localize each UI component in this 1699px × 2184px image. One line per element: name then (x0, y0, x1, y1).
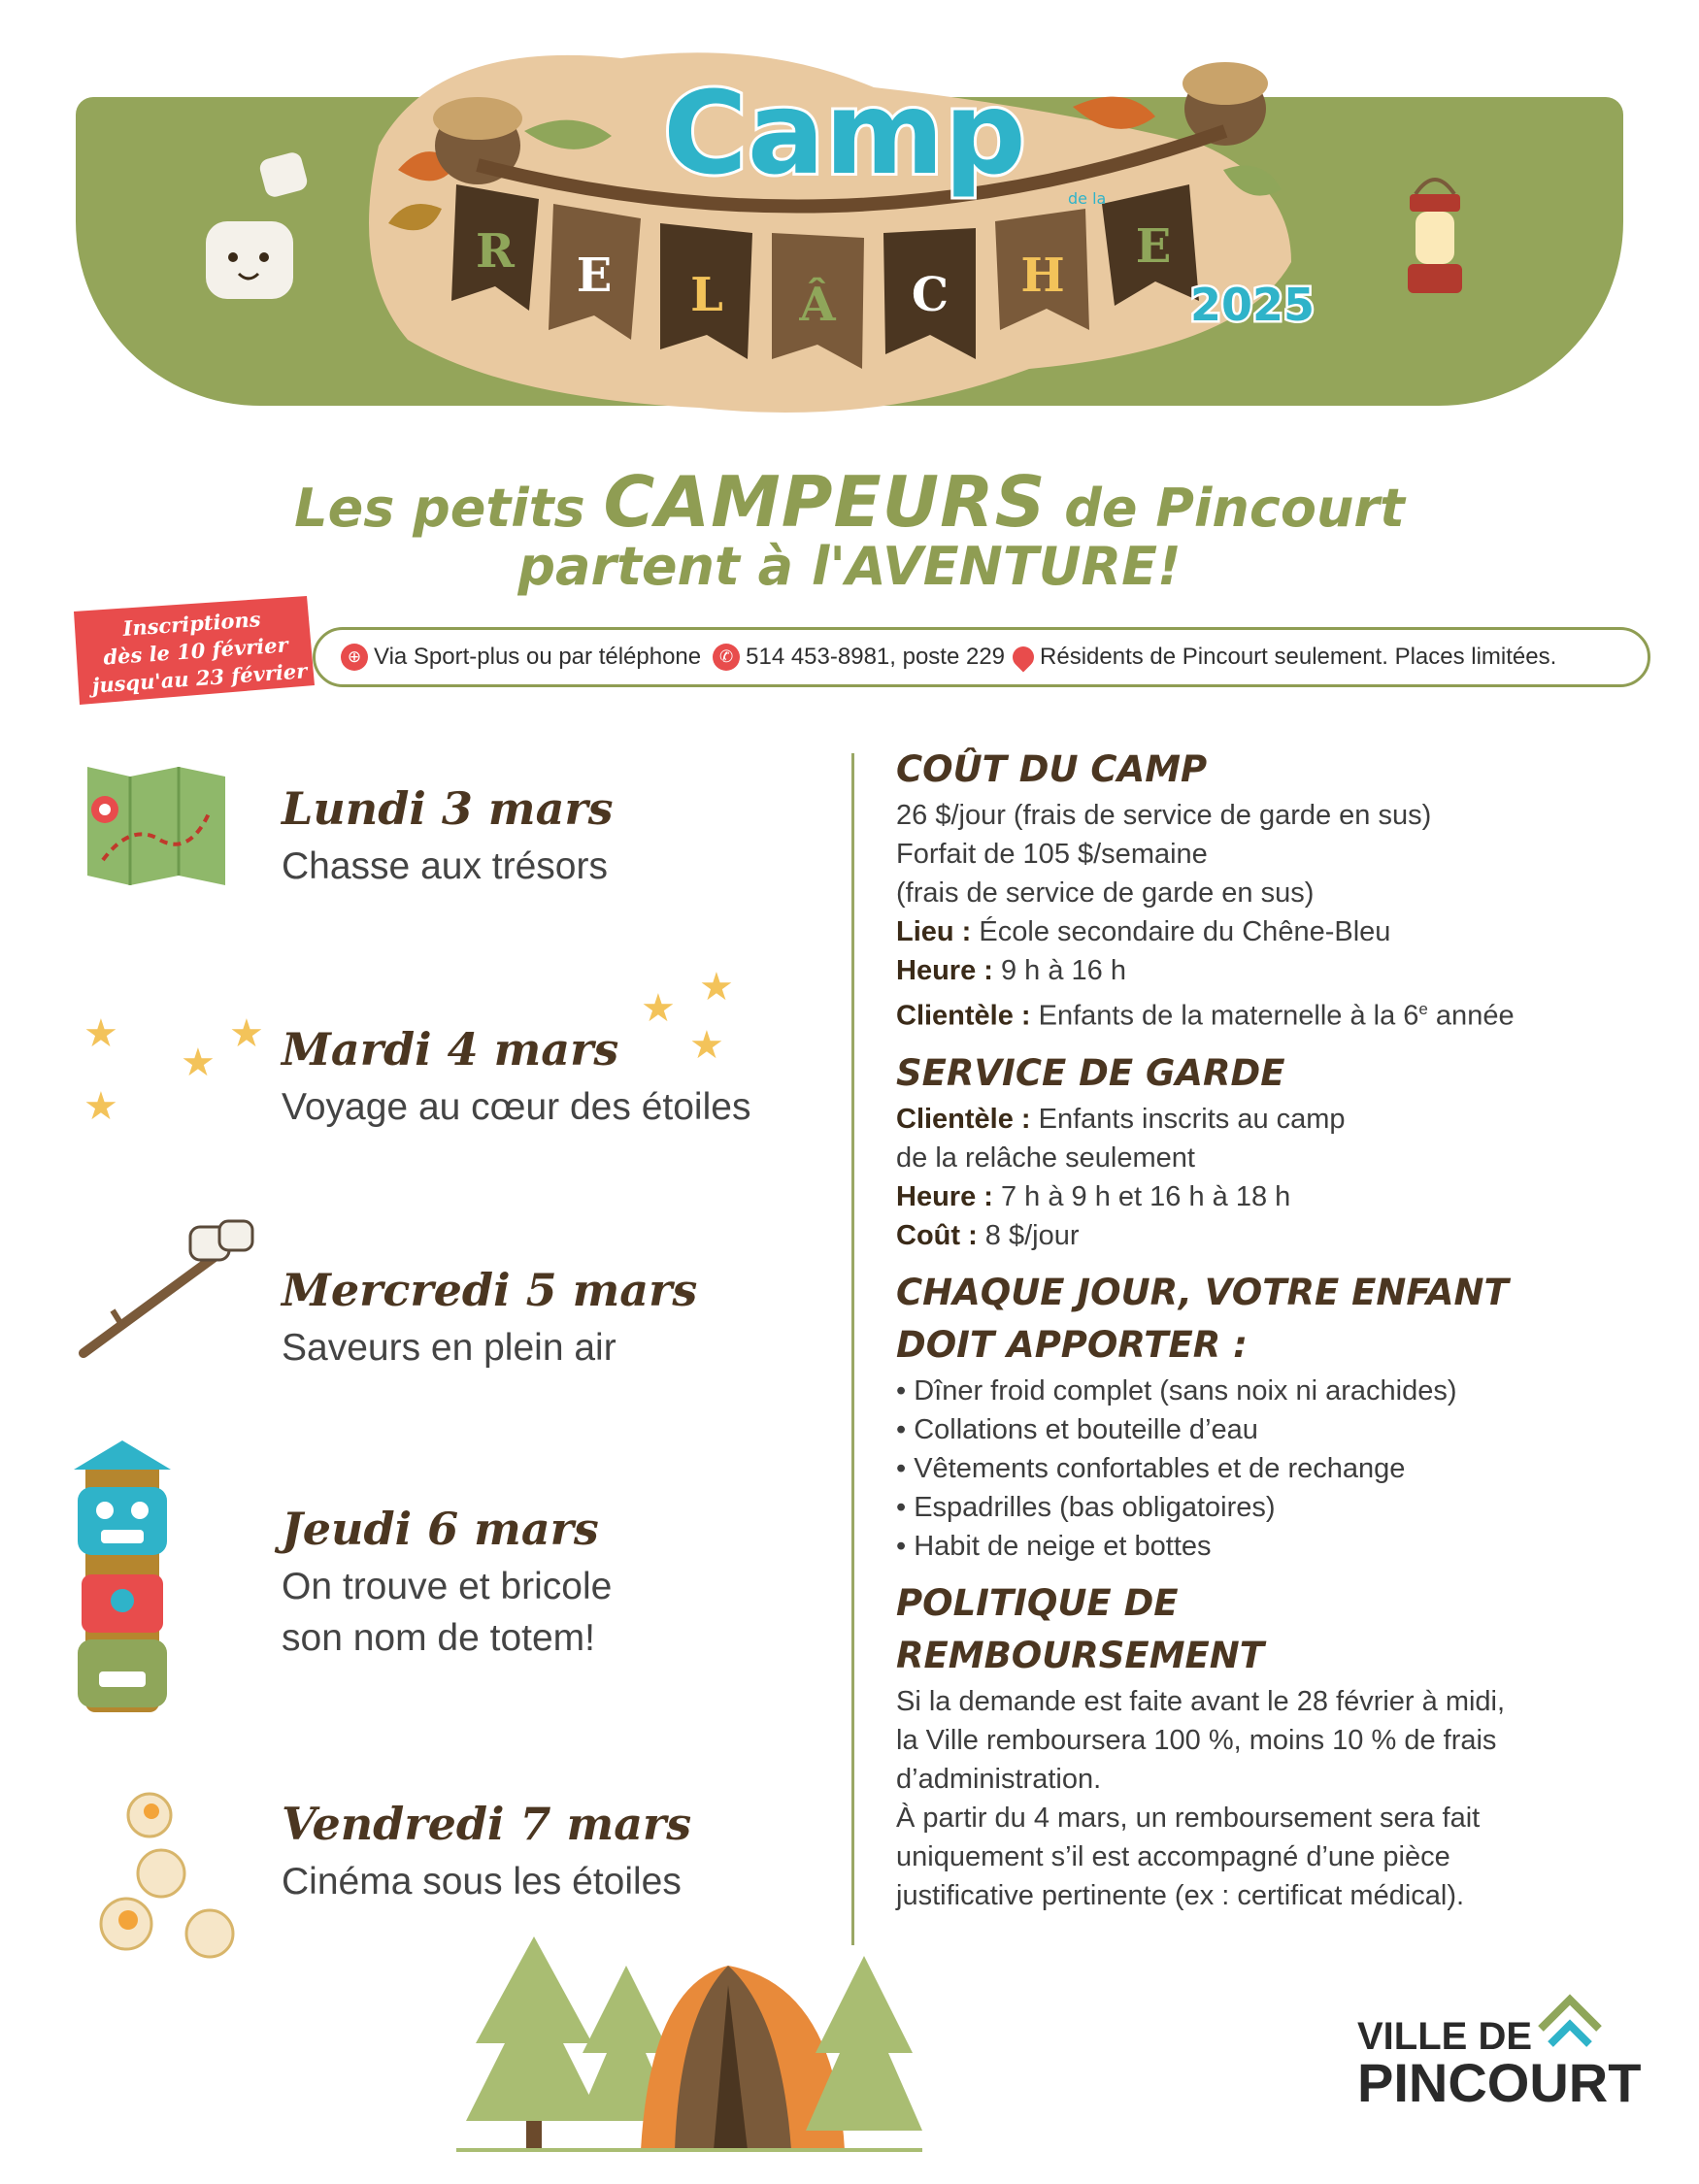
refund-line: Si la demande est faite avant le 28 février à midi, (896, 1685, 1506, 1717)
list-item: • Dîner froid complet (sans noix ni arachides) (896, 1374, 1457, 1406)
phone-icon: ✆ (713, 644, 740, 671)
badge-line: dès le 10 février (102, 632, 289, 670)
day-monday (282, 782, 614, 892)
pincourt-chevron-icon (1536, 1990, 1604, 2048)
tagline-part: Les petits (294, 478, 604, 539)
logo-line-2: PINCOURT (1357, 2052, 1642, 2113)
lantern-icon (1408, 180, 1462, 293)
cost-hours: Heure : 9 h à 16 h (896, 955, 1126, 986)
refund-line: uniquement s’il est accompagné d’une pièce (896, 1840, 1450, 1872)
day-name: Mercredi 5 mars (282, 1264, 698, 1316)
svg-text:★: ★ (689, 1023, 724, 1068)
day-activity: Cinéma sous les étoiles (282, 1861, 682, 1903)
list-item: • Espadrilles (bas obligatoires) (896, 1491, 1276, 1523)
list-item: • Habit de neige et bottes (896, 1530, 1212, 1562)
registration-info-bar (313, 627, 1650, 687)
bring-section (896, 1267, 1615, 1566)
daycare-section (896, 1047, 1615, 1255)
badge-line: Inscriptions (121, 607, 262, 641)
tagline-campeurs: CAMPEURS (603, 461, 1047, 543)
camp-logo-banner (0, 0, 1699, 437)
daycare-clientele-2: de la relâche seulement (896, 1142, 1195, 1174)
daycare-hours: Heure : 7 h à 9 h et 16 h à 18 h (896, 1180, 1291, 1212)
refund-title: REMBOURSEMENT (896, 1634, 1264, 1676)
tagline-line-1 (0, 461, 1699, 543)
globe-icon: ⊕ (341, 644, 368, 671)
svg-text:★: ★ (229, 1011, 264, 1056)
day-activity: Saveurs en plein air (282, 1327, 616, 1369)
registration-badge (66, 590, 318, 707)
tent-trees-illustration (456, 1927, 922, 2169)
cost-line: 26 $/jour (frais de service de garde en sus) (896, 800, 1432, 831)
svg-text:★: ★ (699, 965, 734, 1009)
cost-location: Lieu : École secondaire du Chêne-Bleu (896, 916, 1391, 947)
day-name: Lundi 3 mars (282, 782, 614, 835)
day-activity: son nom de totem! (282, 1617, 596, 1659)
pennant-letter: E (576, 248, 613, 303)
refund-line: justificative pertinente (ex : certificat médical). (896, 1879, 1465, 1911)
pennant-letter: C (911, 268, 949, 322)
info-column (896, 744, 1615, 1915)
day-thursday (282, 1503, 612, 1664)
tagline-part: de Pincourt (1046, 478, 1405, 539)
refund-title: POLITIQUE DE (896, 1581, 1179, 1624)
day-activity: On trouve et bricole (282, 1566, 613, 1607)
registration-phone: 514 453-8981, poste 229 (746, 644, 1006, 670)
marshmallow-icon (206, 150, 309, 299)
svg-text:★: ★ (181, 1041, 216, 1085)
svg-text:★: ★ (641, 986, 676, 1031)
tagline-line-2: partent à l'AVENTURE! (517, 536, 1182, 597)
camp-word: Camp (663, 66, 1026, 200)
day-name: Jeudi 6 mars (282, 1503, 599, 1555)
marshmallow-stick-icon (74, 1217, 258, 1363)
cost-clientele: Clientèle : Enfants de la maternelle à la 6e année (896, 1000, 1515, 1032)
badge-line: jusqu'au 23 février (90, 658, 309, 698)
cost-line: (frais de service de garde en sus) (896, 877, 1315, 909)
list-item: • Collations et bouteille d’eau (896, 1413, 1258, 1445)
year-text: 2025 (1189, 279, 1316, 331)
day-name: Mardi 4 mars (282, 1023, 619, 1075)
registration-residents: Résidents de Pincourt seulement. Places limitées. (1040, 644, 1557, 670)
day-friday (282, 1798, 691, 1907)
day-activity: Voyage au cœur des étoiles (282, 1086, 751, 1128)
daycare-title: SERVICE DE GARDE (896, 1051, 1285, 1094)
refund-line: À partir du 4 mars, un remboursement sera fait (896, 1802, 1481, 1834)
bring-title: DOIT APPORTER : (896, 1323, 1248, 1366)
registration-via: Via Sport-plus ou par téléphone (374, 644, 702, 670)
column-divider (851, 753, 854, 1945)
day-activity: Chasse aux trésors (282, 845, 608, 887)
pennant-letter: Â (799, 278, 836, 332)
pennant-letter: R (476, 224, 515, 279)
day-name: Vendredi 7 mars (282, 1798, 692, 1850)
refund-line: la Ville remboursera 100 %, moins 10 % de frais (896, 1724, 1497, 1756)
popcorn-icon (93, 1788, 249, 1963)
refund-section (896, 1577, 1615, 1915)
svg-text:★: ★ (83, 1084, 118, 1129)
totem-icon (64, 1440, 181, 1722)
pennant-letter: H (1020, 248, 1065, 303)
location-pin-icon (1008, 642, 1038, 672)
cost-title: COÛT DU CAMP (896, 748, 1208, 790)
daycare-cost: Coût : 8 $/jour (896, 1219, 1080, 1251)
cost-line: Forfait de 105 $/semaine (896, 839, 1208, 870)
day-tuesday (282, 1023, 750, 1133)
pennant-letter: L (690, 268, 723, 322)
tree-icon (806, 1956, 922, 2131)
svg-text:★: ★ (83, 1011, 118, 1056)
de-la-text: de la (1068, 189, 1107, 208)
logo-line-1: VILLE DE (1357, 2015, 1533, 2058)
day-wednesday (282, 1264, 697, 1373)
daycare-clientele: Clientèle : Enfants inscrits au camp (896, 1103, 1346, 1135)
pennant-letter: E (1135, 219, 1172, 274)
list-item: • Vêtements confortables et de rechange (896, 1452, 1406, 1484)
bring-title: CHAQUE JOUR, VOTRE ENFANT (896, 1271, 1509, 1313)
refund-line: d’administration. (896, 1763, 1102, 1795)
treasure-map-icon (83, 763, 229, 889)
moon-stars-icon (83, 988, 278, 1134)
cost-section (896, 744, 1615, 1036)
